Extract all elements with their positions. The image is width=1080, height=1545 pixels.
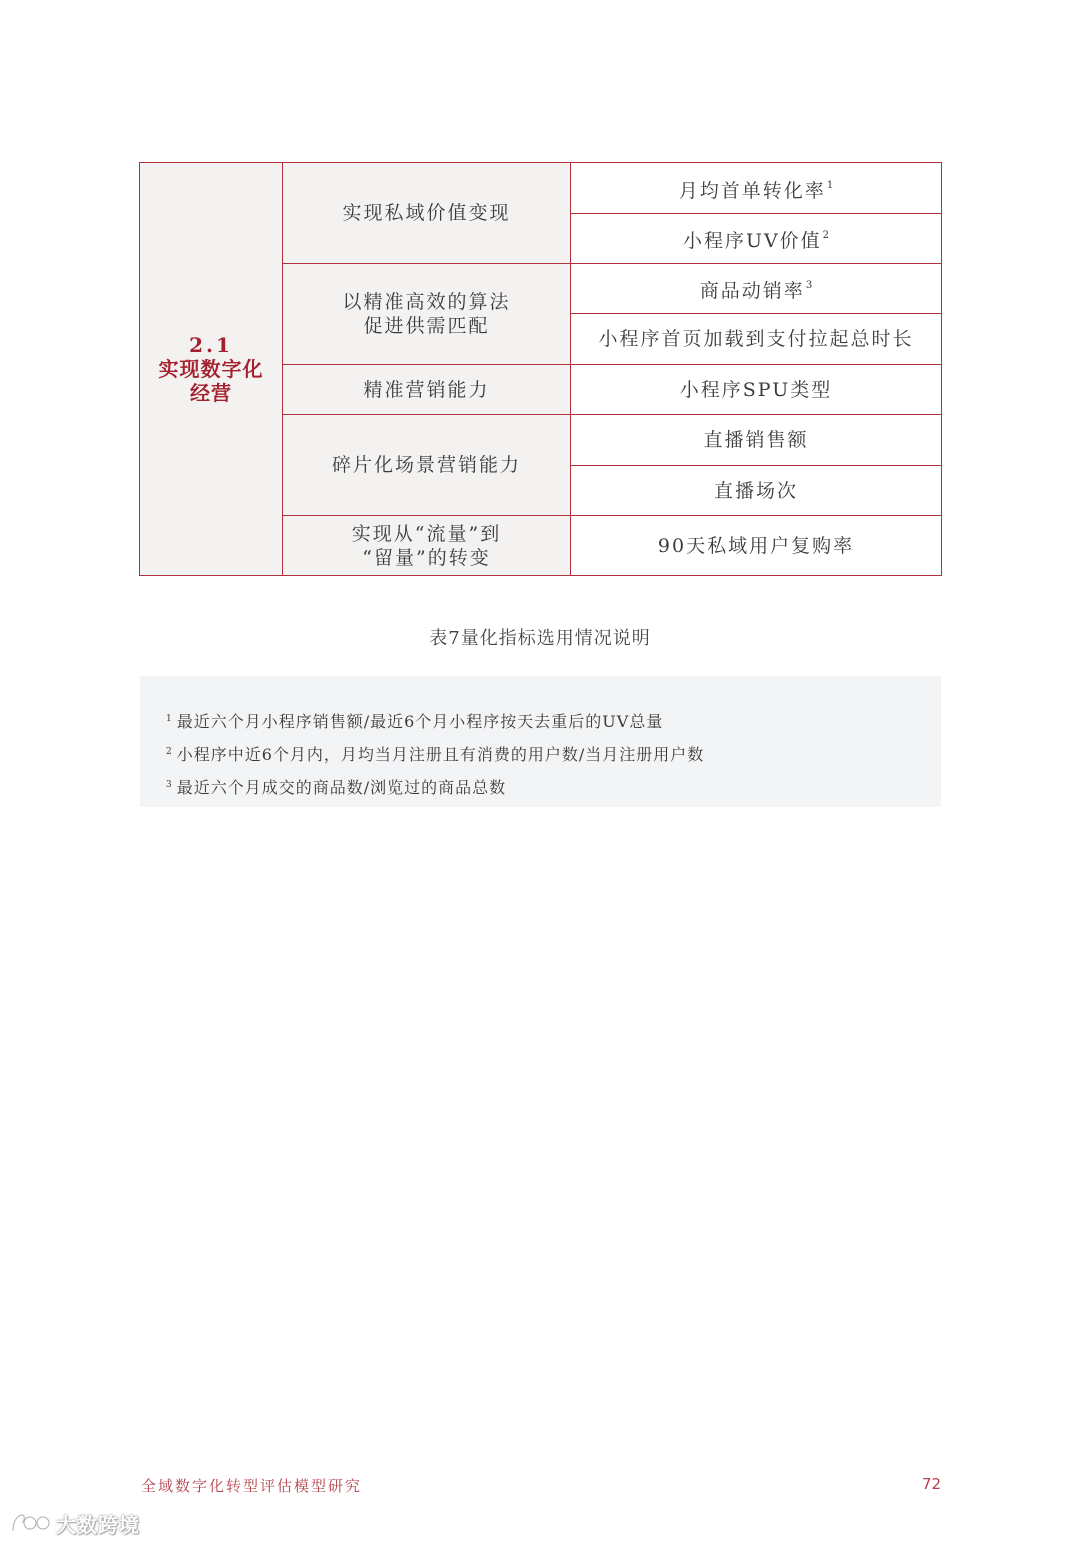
- metric-label: 小程序SPU类型: [679, 378, 833, 401]
- category-cell: [283, 163, 571, 264]
- category-cell: [283, 415, 571, 516]
- category-label: 实现私域价值变现: [342, 202, 511, 224]
- metric-label: 90天私域用户复购率: [657, 534, 855, 557]
- category-label: 碎片化场景营销能力: [331, 454, 521, 476]
- footnote-number: 1: [166, 714, 172, 724]
- section-number: 2.1: [189, 333, 233, 357]
- category-label: 以精准高效的算法: [342, 291, 511, 313]
- table-caption: 表7量化指标选用情况说明: [429, 628, 651, 649]
- section-title-line: 实现数字化: [158, 357, 264, 381]
- watermark-logo-icon: [10, 1511, 52, 1535]
- metric-cell: [571, 516, 942, 576]
- metrics-table: [139, 162, 942, 576]
- metric-cell: [571, 466, 942, 516]
- section-heading-cell: [140, 163, 283, 576]
- metric-cell: [571, 415, 942, 466]
- table-row: [140, 163, 942, 214]
- metric-label: 小程序UV价值: [682, 230, 822, 252]
- metric-cell: [571, 264, 942, 314]
- metric-cell: [571, 163, 942, 214]
- footnote-marker: 3: [805, 280, 813, 291]
- metric-cell: [571, 314, 942, 365]
- footnote-text: 小程序中近6个月内，月均当月注册且有消费的用户数/当月注册用户数: [176, 745, 705, 764]
- category-label: “留量”的转变: [362, 546, 491, 569]
- category-cell: [283, 516, 571, 576]
- category-label: 促进供需匹配: [363, 315, 490, 337]
- footnote-text: 最近六个月成交的商品数/浏览过的商品总数: [176, 778, 507, 797]
- category-cell: [283, 264, 571, 365]
- category-label: 实现从“流量”到: [351, 522, 502, 545]
- metric-cell: [571, 214, 942, 264]
- footnote-number: 2: [166, 747, 172, 757]
- footnote-marker: 1: [826, 179, 834, 191]
- metric-cell: [571, 365, 942, 415]
- footnotes-box: [140, 676, 941, 807]
- category-cell: [283, 365, 571, 415]
- metric-label: 直播场次: [713, 479, 798, 502]
- metric-label: 月均首单转化率: [678, 179, 826, 202]
- page-number: 72: [921, 1475, 941, 1493]
- category-label: 精准营销能力: [363, 378, 490, 401]
- footnote-text: 最近六个月小程序销售额/最近6个月小程序按天去重后的UV总量: [176, 712, 664, 731]
- section-title-line: 经营: [190, 381, 232, 405]
- metric-label: 商品动销率: [699, 280, 805, 302]
- footnote-item: [166, 770, 941, 803]
- footnote-item: [166, 737, 941, 770]
- footnote-marker: 2: [822, 230, 830, 241]
- metric-label: 小程序首页加载到支付拉起总时长: [598, 328, 914, 350]
- metric-label: 直播销售额: [703, 429, 809, 451]
- footnote-item: [166, 704, 941, 737]
- watermark: [10, 1508, 140, 1538]
- footnote-number: 3: [166, 780, 172, 790]
- watermark-text: 大数跨境: [56, 1512, 140, 1537]
- footer-report-title: 全域数字化转型评估模型研究: [141, 1477, 363, 1495]
